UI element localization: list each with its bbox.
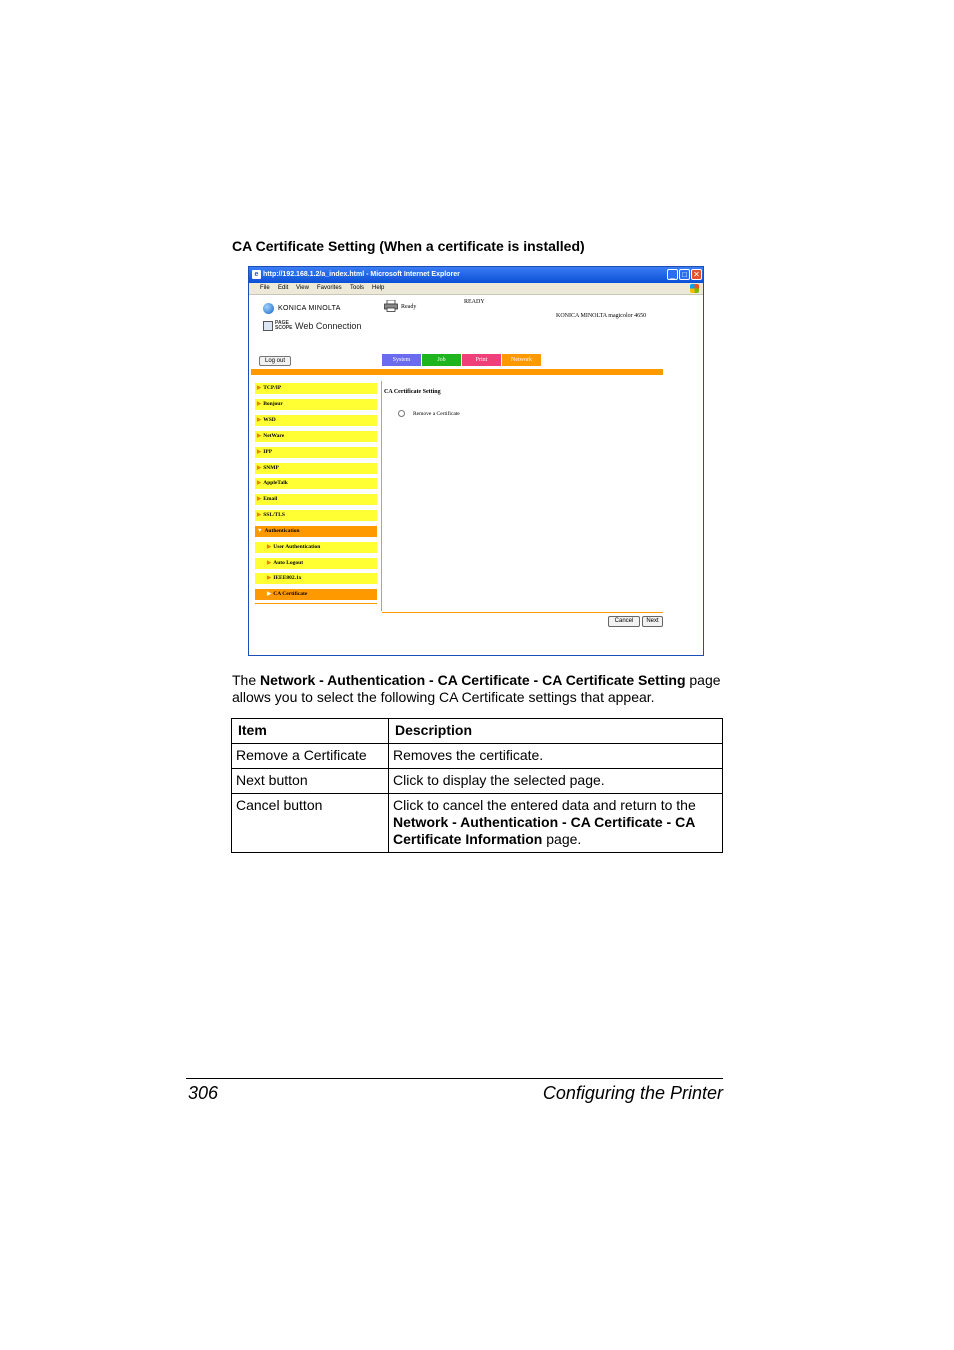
cancel-button[interactable]: Cancel <box>608 616 640 627</box>
maximize-icon[interactable]: □ <box>679 269 690 280</box>
sidebar-item-label: Auto Logout <box>273 560 304 566</box>
sidebar-item-ieee8021x[interactable] <box>255 573 377 584</box>
arrow-right-icon: ▶ <box>257 480 262 486</box>
menu-favorites[interactable]: Favorites <box>317 285 342 291</box>
sidebar-item-snmp[interactable] <box>255 463 377 474</box>
sidebar-item-appletalk[interactable] <box>255 478 377 489</box>
table-cell-item: Remove a Certificate <box>232 744 389 769</box>
table-cell-item: Next button <box>232 769 389 794</box>
sidebar-item-label: WSD <box>263 417 276 423</box>
menu-bar <box>249 283 703 295</box>
sidebar-item-tcpip[interactable] <box>255 383 377 394</box>
tab-job[interactable]: Job <box>422 354 461 366</box>
status-value: READY <box>464 299 485 305</box>
pagescope-label: PAGE SCOPE <box>275 320 293 331</box>
page-number: 306 <box>188 1083 219 1103</box>
arrow-right-icon: ▶ <box>257 401 262 407</box>
sidebar-item-label: TCP/IP <box>263 385 282 391</box>
content-title: CA Certificate Setting <box>384 389 441 395</box>
sidebar-item-auto-logout[interactable] <box>255 558 377 569</box>
sidebar-item-label: NetWare <box>263 433 285 439</box>
sidebar-item-label: IPP <box>263 449 273 455</box>
desc-page-path: Network - Authentication - CA Certificate - CA Certificate Information <box>393 814 695 847</box>
sidebar-item-label: CA Certificate <box>273 591 308 597</box>
tab-network[interactable]: Network <box>502 354 541 366</box>
chapter-title: Configuring the Printer <box>542 1083 723 1103</box>
intro-prefix: The <box>232 672 261 688</box>
arrow-right-icon: ▶ <box>267 544 272 550</box>
table-row <box>232 769 723 794</box>
close-icon[interactable]: ✕ <box>691 269 702 280</box>
tab-print[interactable]: Print <box>462 354 501 366</box>
sidebar-item-netware[interactable] <box>255 431 377 442</box>
column-header-item: Item <box>232 719 389 744</box>
sidebar-item-ipp[interactable] <box>255 447 377 458</box>
arrow-right-icon: ▶ <box>257 433 262 439</box>
table-cell-description <box>389 794 723 853</box>
sidebar-item-label: Authentication <box>264 528 300 534</box>
minimize-icon[interactable]: _ <box>667 269 678 280</box>
table-row <box>232 744 723 769</box>
column-header-description: Description <box>389 719 723 744</box>
remove-certificate-label: Remove a Certificate <box>413 411 460 417</box>
table-row <box>232 794 723 853</box>
logout-button[interactable]: Log out <box>259 356 291 366</box>
sidebar-divider <box>381 381 382 611</box>
sidebar-item-label: Bonjour <box>263 401 283 407</box>
sidebar-item-label: SNMP <box>263 465 279 471</box>
footer-rule <box>186 1078 723 1079</box>
printer-icon <box>384 300 398 312</box>
windows-logo-icon <box>690 284 699 293</box>
sidebar-item-bonjour[interactable] <box>255 399 377 410</box>
desc-text: Click to cancel the entered data and return to the <box>393 797 696 813</box>
pagescope-icon <box>263 321 273 331</box>
menu-edit[interactable]: Edit <box>278 285 289 291</box>
sidebar-item-email[interactable] <box>255 494 377 505</box>
sidebar-item-ca-certificate[interactable] <box>255 589 377 600</box>
menu-file[interactable]: File <box>260 285 270 291</box>
status-label: Ready <box>401 304 417 310</box>
browser-titlebar <box>249 267 703 283</box>
intro-paragraph <box>232 672 722 706</box>
konica-globe-icon <box>263 303 274 314</box>
sidebar-item-label: IEEE802.1x <box>273 575 302 581</box>
sidebar-item-user-authentication[interactable] <box>255 542 377 553</box>
remove-certificate-radio[interactable] <box>398 410 405 417</box>
next-button[interactable]: Next <box>642 616 663 627</box>
table-header-row <box>232 719 723 744</box>
sidebar-item-label: Email <box>263 496 278 502</box>
model-name: KONICA MINOLTA magicolor 4650 <box>556 313 647 319</box>
tab-system[interactable]: System <box>382 354 421 366</box>
sidebar-item-label: SSL/TLS <box>263 512 285 518</box>
arrow-right-icon: ▶ <box>257 385 262 391</box>
window-title: http://192.168.1.2/a_index.html - Microsoft Internet Explorer <box>263 271 460 278</box>
sidebar-item-wsd[interactable] <box>255 415 377 426</box>
ie-icon: e <box>252 270 261 279</box>
desc-text: page. <box>542 831 582 847</box>
settings-table <box>231 718 723 853</box>
web-connection-title: Web Connection <box>295 321 362 331</box>
sidebar-item-authentication[interactable] <box>255 526 377 537</box>
intro-page-path: Network - Authentication - CA Certificate - CA Certificate Setting <box>260 672 686 688</box>
sidebar-nav <box>255 381 377 603</box>
brand-logo-text: KONICA MINOLTA <box>278 305 341 312</box>
table-cell-description: Click to display the selected page. <box>389 769 723 794</box>
table-cell-description: Removes the certificate. <box>389 744 723 769</box>
arrow-right-icon: ▶ <box>257 512 262 518</box>
menu-help[interactable]: Help <box>372 285 385 291</box>
sidebar-item-label: AppleTalk <box>263 480 288 486</box>
section-heading: CA Certificate Setting (When a certificate is installed) <box>232 238 585 254</box>
arrow-down-icon: ▼ <box>257 528 263 534</box>
sidebar-bottom-divider <box>255 603 377 604</box>
arrow-right-icon: ▶ <box>267 560 272 566</box>
arrow-right-icon: ▶ <box>257 496 262 502</box>
footer-divider <box>382 612 663 613</box>
menu-view[interactable]: View <box>296 285 309 291</box>
sidebar-item-label: User Authentication <box>273 544 321 550</box>
browser-screenshot <box>248 266 704 656</box>
header-divider <box>251 369 663 375</box>
arrow-right-icon: ▶ <box>257 449 262 455</box>
table-cell-item: Cancel button <box>232 794 389 853</box>
menu-tools[interactable]: Tools <box>350 285 365 291</box>
arrow-right-icon: ▶ <box>267 575 272 581</box>
intro-suffix: page allows you to select the following CA Certificate settings that appear. <box>232 672 721 705</box>
arrow-right-icon: ▶ <box>267 591 272 597</box>
arrow-right-icon: ▶ <box>257 465 262 471</box>
arrow-right-icon: ▶ <box>257 417 262 423</box>
sidebar-item-ssltls[interactable] <box>255 510 377 521</box>
